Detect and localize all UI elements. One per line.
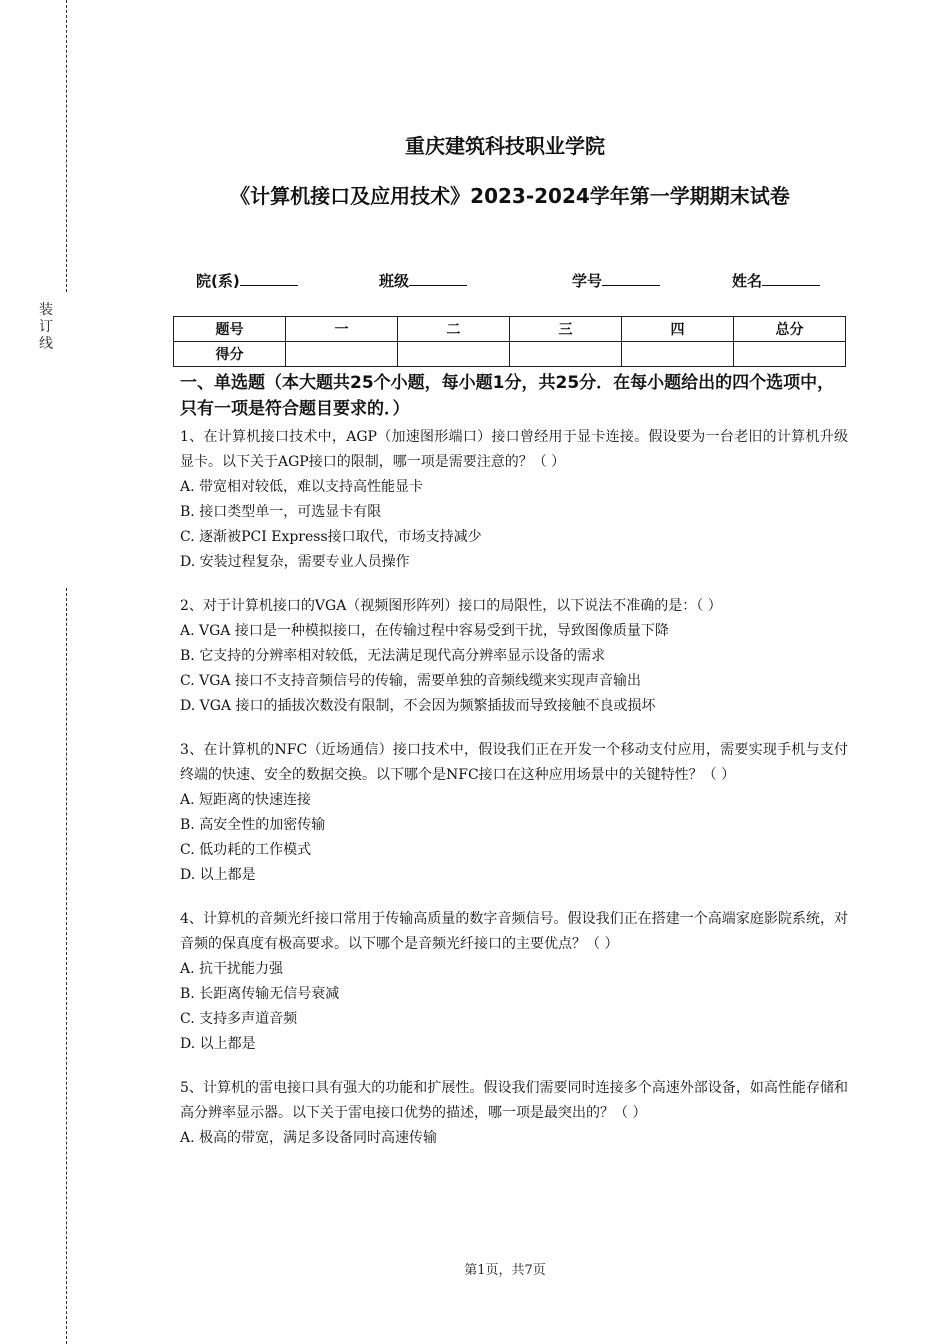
- info-field-student-id[interactable]: [572, 270, 660, 291]
- question-stem: 3、在计算机的NFC（近场通信）接口技术中，假设我们正在开发一个移动支付应用，需要实现手机与支付终端的快速、安全的数据交换。以下哪个是NFC接口在这种应用场景中的关键特性？（ ）: [180, 742, 848, 783]
- score-header-cell: 题号: [174, 317, 286, 342]
- info-field-class[interactable]: [379, 270, 467, 291]
- score-table-header-row: [174, 317, 846, 342]
- info-label: 院(系): [196, 272, 240, 290]
- info-label: 班级: [379, 272, 410, 290]
- score-header-cell: 一: [286, 317, 398, 342]
- question-option: A. 短距离的快速连接: [180, 792, 312, 808]
- exam-title: 《计算机接口及应用技术》2023-2024学年第一学期期末试卷: [230, 184, 790, 208]
- question: [180, 907, 848, 1057]
- score-header-cell: 二: [398, 317, 510, 342]
- score-header-cell: 三: [510, 317, 622, 342]
- info-field-department[interactable]: [196, 270, 298, 291]
- binding-char: 装: [39, 302, 53, 318]
- info-label: 姓名: [732, 272, 763, 290]
- score-cell[interactable]: [734, 342, 846, 367]
- score-cell[interactable]: [398, 342, 510, 367]
- question-option: A. 极高的带宽，满足多设备同时高速传输: [180, 1130, 438, 1146]
- question-option: D. 安装过程复杂，需要专业人员操作: [180, 554, 410, 570]
- question-option: A. 抗干扰能力强: [180, 961, 284, 977]
- binding-char: 订: [39, 319, 53, 335]
- question: [180, 594, 848, 719]
- question-stem: 5、计算机的雷电接口具有强大的功能和扩展性。假设我们需要同时连接多个高速外部设备，如高性能存储和高分辨率显示器。以下关于雷电接口优势的描述，哪一项是最突出的？（ ）: [180, 1080, 848, 1121]
- binding-char: 线: [39, 336, 53, 352]
- binding-label: [38, 302, 54, 353]
- school-title: 重庆建筑科技职业学院: [405, 134, 605, 158]
- page-number: 第1页，共7页: [464, 1263, 546, 1278]
- question-option: B. 长距离传输无信号衰减: [180, 986, 340, 1002]
- score-row-label: 得分: [174, 342, 286, 367]
- question: [180, 1076, 848, 1151]
- score-cell[interactable]: [622, 342, 734, 367]
- question-stem: 1、在计算机接口技术中，AGP（加速图形端口）接口曾经用于显卡连接。假设要为一台老旧的计算机升级显卡。以下关于AGP接口的限制，哪一项是需要注意的？（ ）: [180, 429, 848, 470]
- question-option: B. 接口类型单一，可选显卡有限: [180, 504, 382, 520]
- question-stem: 4、计算机的音频光纤接口常用于传输高质量的数字音频信号。假设我们正在搭建一个高端家庭影院系统，对音频的保真度有极高要求。以下哪个是音频光纤接口的主要优点？（ ）: [180, 911, 848, 952]
- score-header-cell: 四: [622, 317, 734, 342]
- question-stem: 2、对于计算机接口的VGA（视频图形阵列）接口的局限性，以下说法不准确的是：（ ）: [180, 598, 722, 614]
- question: [180, 425, 848, 575]
- question-option: C. VGA 接口不支持音频信号的传输，需要单独的音频线缆来实现声音输出: [180, 673, 641, 689]
- question-option: C. 支持多声道音频: [180, 1011, 298, 1027]
- score-cell[interactable]: [286, 342, 398, 367]
- info-blank[interactable]: [409, 271, 467, 286]
- info-label: 学号: [572, 272, 603, 290]
- question-option: D. 以上都是: [180, 1036, 256, 1052]
- question-option: B. 它支持的分辨率相对较低，无法满足现代高分辨率显示设备的需求: [180, 648, 606, 664]
- score-cell[interactable]: [510, 342, 622, 367]
- score-header-cell: 总分: [734, 317, 846, 342]
- score-table-score-row: [174, 342, 846, 367]
- info-blank[interactable]: [240, 271, 298, 286]
- binding-dashed-line-bottom: [66, 588, 67, 1344]
- score-table: [173, 316, 846, 367]
- question-option: B. 高安全性的加密传输: [180, 817, 326, 833]
- info-blank[interactable]: [762, 271, 820, 286]
- exam-content: [180, 370, 848, 1170]
- question-option: D. 以上都是: [180, 867, 256, 883]
- info-blank[interactable]: [602, 271, 660, 286]
- question-option: D. VGA 接口的插拔次数没有限制，不会因为频繁插拔而导致接触不良或损坏: [180, 698, 656, 714]
- question-option: A. VGA 接口是一种模拟接口，在传输过程中容易受到干扰，导致图像质量下降: [180, 623, 669, 639]
- question-option: A. 带宽相对较低，难以支持高性能显卡: [180, 479, 424, 495]
- question: [180, 738, 848, 888]
- question-option: C. 低功耗的工作模式: [180, 842, 312, 858]
- section-heading: 一、单选题（本大题共25个小题，每小题1分，共25分．在每小题给出的四个选项中，只有一项是符合题目要求的．）: [180, 373, 835, 419]
- question-option: C. 逐渐被PCI Express接口取代，市场支持减少: [180, 529, 482, 545]
- info-field-name[interactable]: [732, 270, 820, 291]
